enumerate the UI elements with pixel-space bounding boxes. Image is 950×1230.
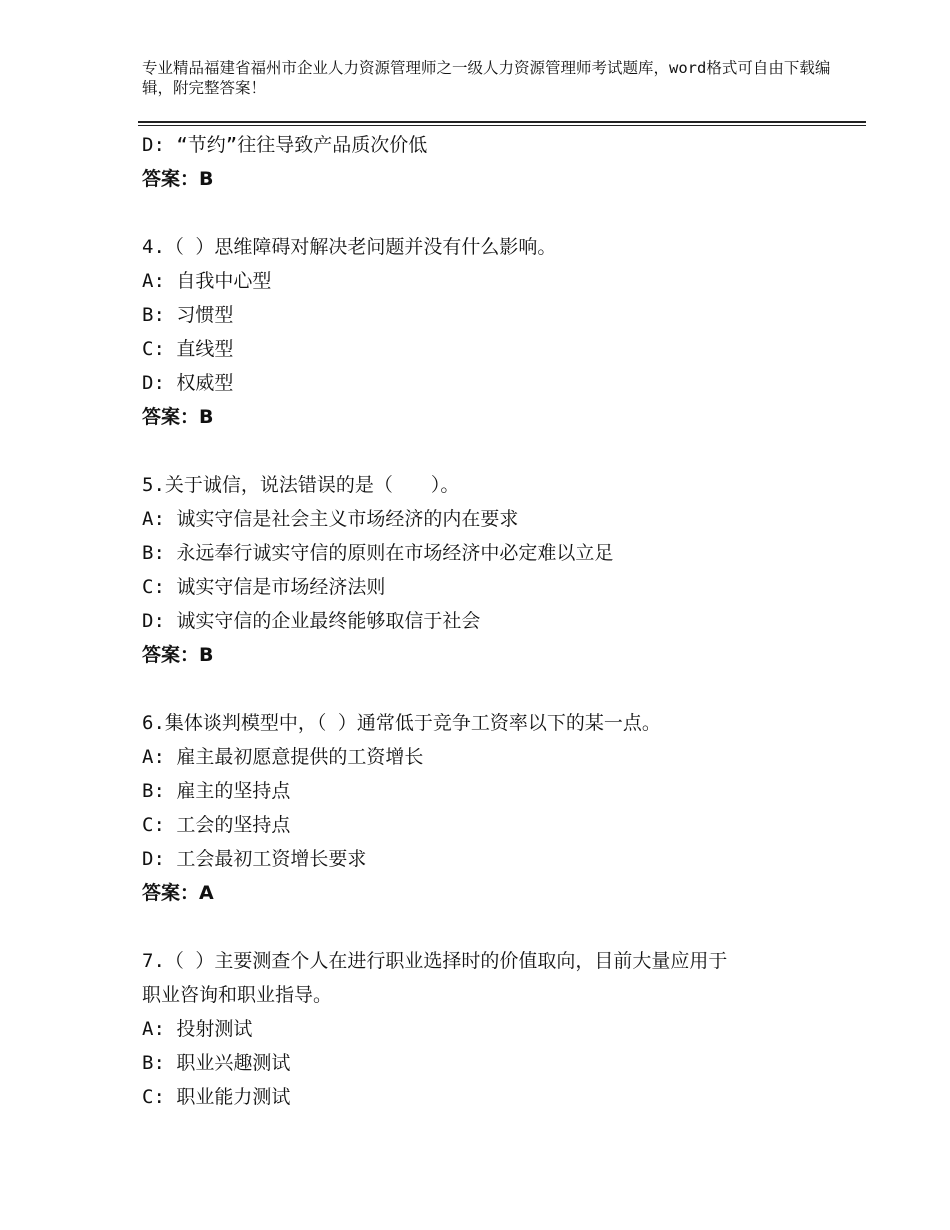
q4-option-a: A: 自我中心型 [142,270,272,292]
q4-option-b: B: 习惯型 [142,304,234,326]
header-rule-thin [138,125,866,126]
q3-answer: 答案：B [142,168,214,190]
q7-option-a: A: 投射测试 [142,1018,253,1040]
q5-answer: 答案：B [142,644,214,666]
q7-question-line2: 职业咨询和职业指导。 [142,984,333,1006]
q7-option-c: C: 职业能力测试 [142,1086,291,1108]
q7-question-line1: 7.（ ）主要测查个人在进行职业选择时的价值取向，目前大量应用于 [142,950,728,972]
document-header: 专业精品福建省福州市企业人力资源管理师之一级人力资源管理师考试题库，word格式可自由下载编辑，附完整答案！ [142,59,831,97]
q4-answer: 答案：B [142,406,214,428]
header-rule-thick [138,121,866,123]
q6-option-a: A: 雇主最初愿意提供的工资增长 [142,746,424,768]
q3-option-d: D: “节约”往往导致产品质次价低 [142,134,428,156]
q4-option-d: D: 权威型 [142,372,234,394]
q4-option-c: C: 直线型 [142,338,234,360]
q5-option-d: D: 诚实守信的企业最终能够取信于社会 [142,610,481,632]
q6-option-c: C: 工会的坚持点 [142,814,291,836]
q7-option-b: B: 职业兴趣测试 [142,1052,291,1074]
q6-answer: 答案：A [142,882,214,904]
q5-question: 5.关于诚信，说法错误的是（ ）。 [142,474,460,496]
q5-option-b: B: 永远奉行诚实守信的原则在市场经济中必定难以立足 [142,542,614,564]
q6-question: 6.集体谈判模型中，（ ）通常低于竞争工资率以下的某一点。 [142,712,661,734]
q5-option-c: C: 诚实守信是市场经济法则 [142,576,386,598]
q6-option-b: B: 雇主的坚持点 [142,780,291,802]
q6-option-d: D: 工会最初工资增长要求 [142,848,367,870]
q4-question: 4.（ ）思维障碍对解决老问题并没有什么影响。 [142,236,557,258]
q5-option-a: A: 诚实守信是社会主义市场经济的内在要求 [142,508,519,530]
question-list [142,128,842,1114]
